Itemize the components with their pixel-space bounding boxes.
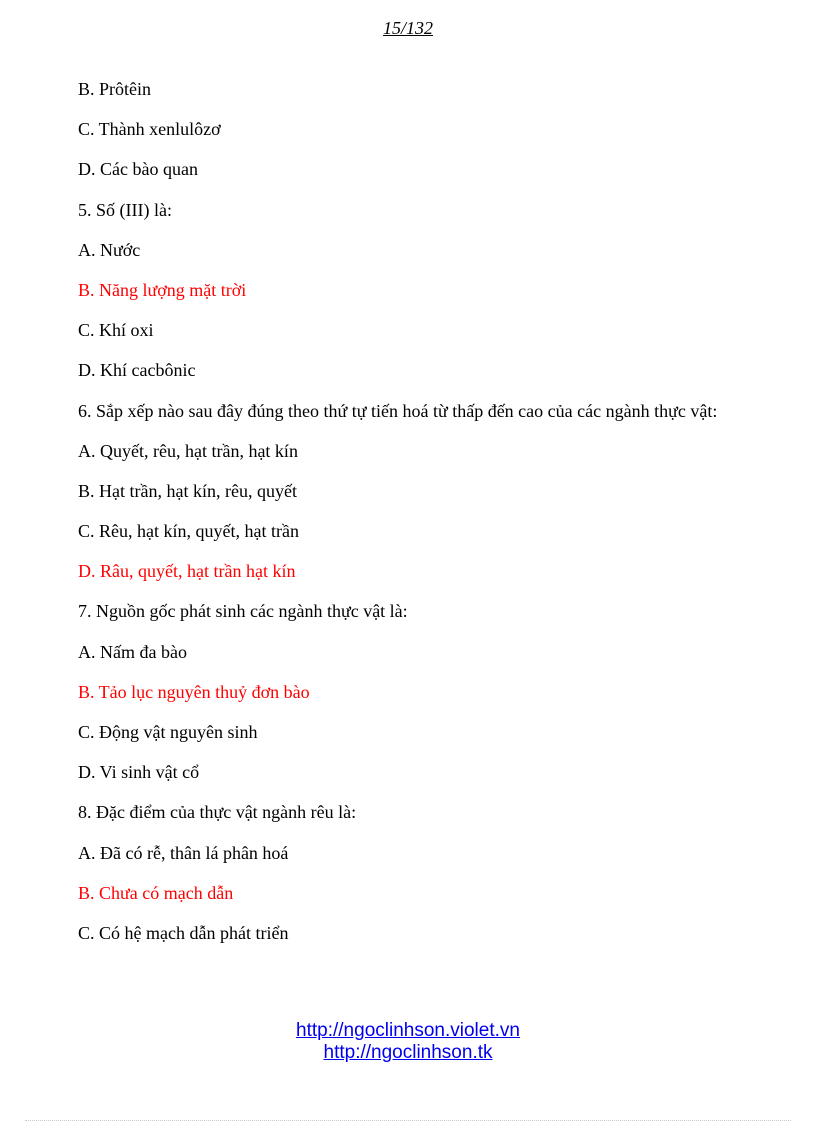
question-5: 5. Số (III) là:	[78, 199, 172, 220]
q6-option-a: A. Quyết, rêu, hạt trần, hạt kín	[78, 440, 298, 461]
question-list	[78, 73, 738, 957]
footer-link-tk[interactable]: http://ngoclinhson.tk	[323, 1042, 493, 1063]
q7-option-c: C. Động vật nguyên sinh	[78, 722, 258, 742]
q6-option-b: B. Hạt trần, hạt kín, rêu, quyết	[78, 480, 297, 501]
q6-option-d-correct: D. Râu, quyết, hạt trần hạt kín	[78, 561, 296, 582]
q8-option-c: C. Có hệ mạch dẫn phát triển	[78, 922, 289, 943]
q5-option-d: D. Khí cacbônic	[78, 360, 196, 381]
q5-option-b-correct: B. Năng lượng mặt trời	[78, 279, 247, 300]
q8-option-a: A. Đã có rễ, thân lá phân hoá	[78, 842, 289, 863]
page-number: 15/132	[382, 18, 433, 38]
q7-option-d: D. Vi sinh vật cổ	[78, 762, 200, 783]
question-7: 7. Nguồn gốc phát sinh các ngành thực vật là:	[78, 601, 408, 622]
option-b-protein: B. Prôtêin	[78, 79, 152, 99]
option-c-cell-wall: C. Thành xenlulôzơ	[78, 119, 221, 140]
option-d-organelles: D. Các bào quan	[78, 159, 198, 180]
q6-option-c: C. Rêu, hạt kín, quyết, hạt trần	[78, 521, 299, 542]
q5-option-a: A. Nước	[78, 239, 141, 260]
page-bottom-divider	[25, 1120, 791, 1121]
q7-option-b-correct: B. Tảo lục nguyên thuỷ đơn bào	[78, 681, 310, 702]
question-8: 8. Đặc điểm của thực vật ngành rêu là:	[78, 802, 357, 823]
q7-option-a: A. Nấm đa bào	[78, 641, 187, 662]
q8-option-b-correct: B. Chưa có mạch dẫn	[78, 882, 234, 903]
question-6: 6. Sắp xếp nào sau đây đúng theo thứ tự tiến hoá từ thấp đến cao của các ngành thực vật:	[78, 400, 718, 421]
footer-link-violet[interactable]: http://ngoclinhson.violet.vn	[296, 1020, 520, 1041]
q5-option-c: C. Khí oxi	[78, 320, 154, 341]
footer-links	[0, 1020, 816, 1064]
